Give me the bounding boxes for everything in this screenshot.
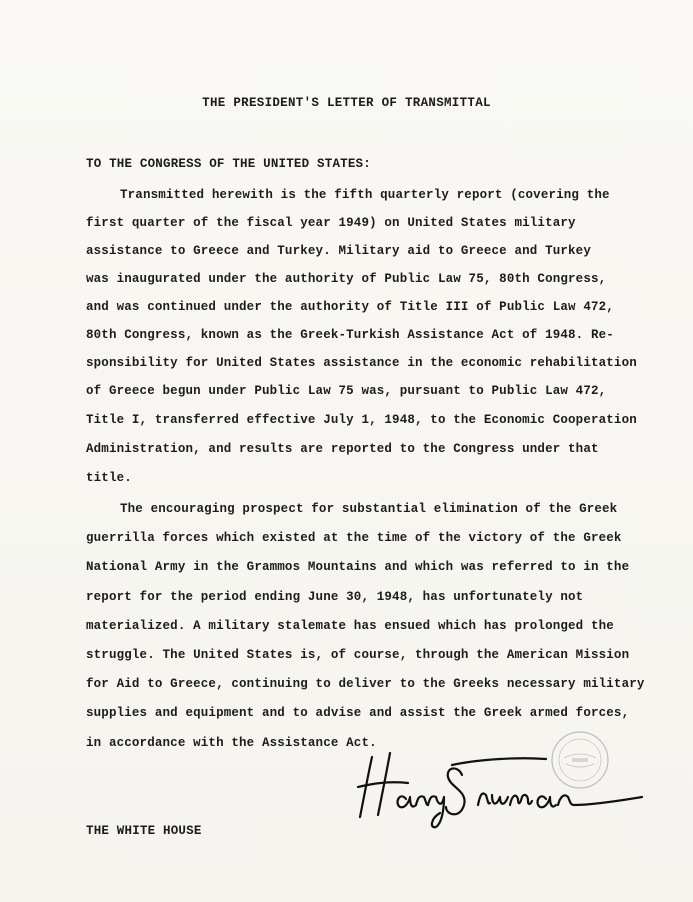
paragraph-2-line: in accordance with the Assistance Act.: [86, 736, 377, 750]
paragraph-1-line: and was continued under the authority of Title III of Public Law 472,: [86, 300, 614, 314]
paragraph-2-line: struggle. The United States is, of course, through the American Mission: [86, 648, 630, 662]
paragraph-2-line: supplies and equipment and to advise and assist the Greek armed forces,: [86, 706, 630, 720]
paragraph-1-line: of Greece begun under Public Law 75 was, pursuant to Public Law 472,: [86, 384, 607, 398]
signature-icon: [350, 735, 650, 830]
paragraph-2-line: materialized. A military stalemate has ensued which has prolonged the: [86, 619, 614, 633]
paragraph-1-line: 80th Congress, known as the Greek-Turkish Assistance Act of 1948. Re-: [86, 328, 614, 342]
document-title: THE PRESIDENT'S LETTER OF TRANSMITTAL: [202, 96, 491, 110]
paragraph-1-line: Transmitted herewith is the fifth quarterly report (covering the: [120, 188, 610, 202]
paragraph-1-line: was inaugurated under the authority of Public Law 75, 80th Congress,: [86, 272, 607, 286]
paragraph-2-line: report for the period ending June 30, 1948, has unfortunately not: [86, 590, 584, 604]
paragraph-2-line: National Army in the Grammos Mountains and which was referred to in the: [86, 560, 630, 574]
paragraph-1-line: assistance to Greece and Turkey. Military aid to Greece and Turkey: [86, 244, 591, 258]
paragraph-2-line: The encouraging prospect for substantial elimination of the Greek: [120, 502, 618, 516]
salutation: TO THE CONGRESS OF THE UNITED STATES:: [86, 157, 371, 171]
paragraph-1-line: Title I, transferred effective July 1, 1948, to the Economic Cooperation: [86, 413, 637, 427]
paragraph-2-line: for Aid to Greece, continuing to deliver to the Greeks necessary military: [86, 677, 645, 691]
paragraph-1-line: sponsibility for United States assistance in the economic rehabilitation: [86, 356, 637, 370]
paragraph-1-line: first quarter of the fiscal year 1949) on United States military: [86, 216, 576, 230]
paragraph-2-line: guerrilla forces which existed at the time of the victory of the Greek: [86, 531, 622, 545]
paragraph-1-line: Administration, and results are reported to the Congress under that: [86, 442, 599, 456]
paragraph-1-line: title.: [86, 471, 132, 485]
closing-line: THE WHITE HOUSE: [86, 824, 202, 838]
